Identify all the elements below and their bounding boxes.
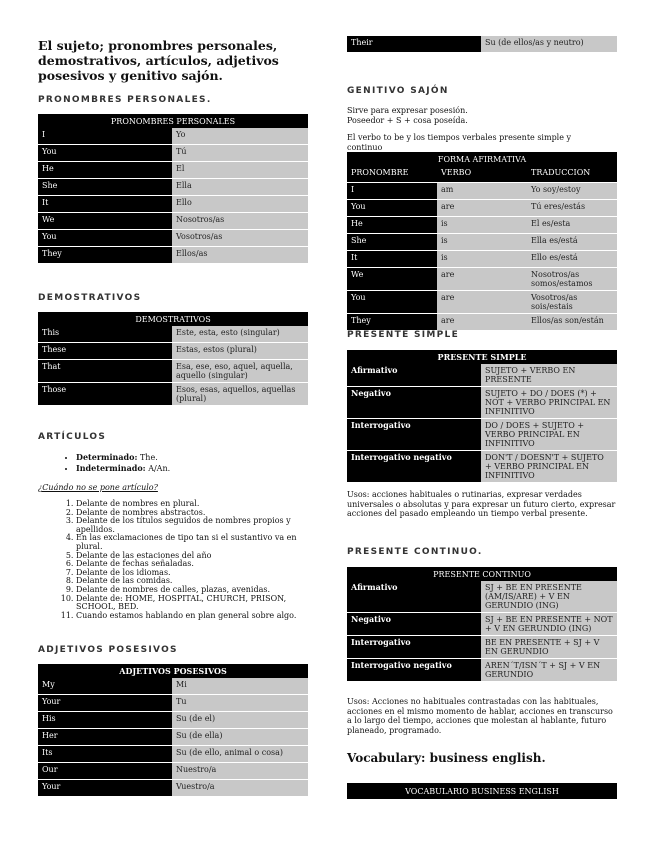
table-cell: Yo soy/estoy (527, 183, 617, 200)
section-heading-articulos: ARTÍCULOS (38, 432, 107, 442)
articulos-numbered-list (38, 500, 308, 620)
table-row (347, 234, 617, 251)
row-value: Esos, esas, aquellos, aquellas (plural) (172, 383, 308, 406)
row-key: Its (38, 746, 172, 763)
table-cell: am (437, 183, 527, 200)
table-cell: are (437, 291, 527, 314)
row-value: Este, esta, esto (singular) (172, 326, 308, 343)
table-row (38, 179, 308, 196)
table-cell: El es/esta (527, 217, 617, 234)
row-key: You (38, 145, 172, 162)
table-header: ADJETIVOS POSESIVOS (38, 664, 308, 678)
table-cell: are (437, 200, 527, 217)
row-key: Interrogativo negativo (347, 659, 481, 682)
table-row (347, 183, 617, 200)
row-value: SJ + BE EN PRESENTE (AM/IS/ARE) + V EN GERUNDIO (ING) (481, 581, 617, 613)
table-header: FORMA AFIRMATIVA (347, 152, 617, 166)
row-key: I (38, 128, 172, 145)
list-item: 10. Delante de: HOME, HOSPITAL, CHURCH, PRISON, SCHOOL, BED. (76, 595, 308, 612)
list-item: • Indeterminado: A/An. (76, 463, 170, 474)
genitivo-line-1: Sirve para expresar posesión. (347, 106, 468, 115)
genitivo-line-2: Poseedor + S + cosa poseída. (347, 116, 468, 125)
row-value: DO / DOES + SUJETO + VERBO PRINCIPAL EN INFINITIVO (481, 419, 617, 451)
table-row (38, 230, 308, 247)
table-row (347, 387, 617, 419)
table-cell: He (347, 217, 437, 234)
row-value: Yo (172, 128, 308, 145)
list-item: 5. Delante de las estaciones del año (76, 552, 308, 561)
table-row (347, 581, 617, 613)
row-key: Your (38, 695, 172, 712)
row-key: Negativo (347, 613, 481, 636)
row-value: Tu (172, 695, 308, 712)
list-item: 3. Delante de los títulos seguidos de nombres propios y apellidos. (76, 517, 308, 534)
table-header: PRONOMBRES PERSONALES (38, 114, 308, 128)
presente-continuo-table (347, 567, 617, 682)
table-row (38, 383, 308, 406)
row-key: Your (38, 780, 172, 797)
row-key: He (38, 162, 172, 179)
table-row (38, 695, 308, 712)
row-key: That (38, 360, 172, 383)
row-value: Ella (172, 179, 308, 196)
table-row (347, 659, 617, 682)
row-value: SJ + BE EN PRESENTE + NOT + V EN GERUNDIO (ING) (481, 613, 617, 636)
table-row (38, 247, 308, 264)
row-value: Tú (172, 145, 308, 162)
row-key: Her (38, 729, 172, 746)
section-heading-presente-simple: PRESENTE SIMPLE (347, 330, 460, 340)
row-key: Those (38, 383, 172, 406)
row-value: Estas, estos (plural) (172, 343, 308, 360)
table-row (38, 128, 308, 145)
row-key: It (38, 196, 172, 213)
table-row (347, 314, 617, 331)
table-cell: is (437, 251, 527, 268)
row-value: BE EN PRESENTE + SJ + V EN GERUNDIO (481, 636, 617, 659)
table-cell: is (437, 234, 527, 251)
table-row (38, 343, 308, 360)
table-cell: Nosotros/as somos/estamos (527, 268, 617, 291)
presente-continuo-usos: Usos: Acciones no habituales contrastadas con las habituales, acciones en el mismo momento de hablar, acciones en transcurso a lo largo del tiempo, acciones que molestan al hablante, futuro planeado, programado. (347, 697, 613, 735)
table-cell: You (347, 291, 437, 314)
table-row (38, 678, 308, 695)
posesivos-table (38, 664, 308, 797)
list-item: 6. Delante de fechas señaladas. (76, 560, 308, 569)
row-value: Ello (172, 196, 308, 213)
table-row (347, 217, 617, 234)
row-key: These (38, 343, 172, 360)
row-key: Interrogativo (347, 636, 481, 659)
table-row (38, 213, 308, 230)
table-cell: are (437, 268, 527, 291)
row-key: Afirmativo (347, 364, 481, 387)
row-value: SUJETO + DO / DOES (*) + NOT + VERBO PRINCIPAL EN INFINITIVO (481, 387, 617, 419)
table-cell: Ellos/as son/están (527, 314, 617, 331)
row-key: We (38, 213, 172, 230)
table-cell: They (347, 314, 437, 331)
table-cell: You (347, 200, 437, 217)
row-value: Ellos/as (172, 247, 308, 264)
demostrativos-table (38, 312, 308, 406)
row-key: Interrogativo negativo (347, 451, 481, 483)
table-row (347, 451, 617, 483)
list-item: 11. Cuando estamos hablando en plan general sobre algo. (76, 612, 308, 621)
table-header: PRESENTE CONTINUO (347, 567, 617, 581)
table-row (347, 200, 617, 217)
list-item: 7. Delante de los idiomas. (76, 569, 308, 578)
vocabulary-heading: Vocabulary: business english. (347, 751, 546, 765)
table-cell: Ello es/está (527, 251, 617, 268)
row-value: Vosotros/as (172, 230, 308, 247)
row-key: Negativo (347, 387, 481, 419)
table-cell: is (437, 217, 527, 234)
row-key: His (38, 712, 172, 729)
row-key: You (38, 230, 172, 247)
genitivo-line-3: El verbo to be y los tiempos verbales presente simple y continuo (347, 133, 572, 152)
table-row (38, 360, 308, 383)
table-row: Their Su (de ellos/as y neutro) (347, 36, 617, 53)
section-heading-presente-continuo: PRESENTE CONTINUO. (347, 547, 483, 557)
row-value: DON'T / DOESN'T + SUJETO + VERBO PRINCIPAL EN INFINITIVO (481, 451, 617, 483)
row-value: Nuestro/a (172, 763, 308, 780)
row-key: Interrogativo (347, 419, 481, 451)
table-cell: We (347, 268, 437, 291)
section-heading-demostrativos: DEMOSTRATIVOS (38, 293, 142, 303)
table-row (347, 419, 617, 451)
row-key: My (38, 678, 172, 695)
table-row (347, 268, 617, 291)
vocabulary-table (347, 783, 617, 799)
table-cell: It (347, 251, 437, 268)
section-heading-genitivo: GENITIVO SAJÓN (347, 86, 449, 96)
table-row (38, 145, 308, 162)
table-row (38, 162, 308, 179)
list-item: 1. Delante de nombres en plural. (76, 500, 308, 509)
list-item: 4. En las exclamaciones de tipo tan si el sustantivo va en plural. (76, 534, 308, 551)
table-header: DEMOSTRATIVOS (38, 312, 308, 326)
table-row (347, 613, 617, 636)
table-row (347, 364, 617, 387)
table-row (38, 196, 308, 213)
articulos-list (38, 452, 170, 474)
presente-simple-usos: Usos: acciones habituales o rutinarias, expresar verdades universales o absolutas y para expresar un futuro cierto, expresar acciones del pasado empleando un tiempo verbal presente. (347, 490, 616, 518)
row-value: Su (de el) (172, 712, 308, 729)
row-key: They (38, 247, 172, 264)
row-value: Esa, ese, eso, aquel, aquella, aquello (singular) (172, 360, 308, 383)
document-title: El sujeto; pronombres personales, demostrativos, artículos, adjetivos posesivos y genitivo sajón. (38, 38, 279, 83)
row-value: Vuestro/a (172, 780, 308, 797)
table-row (38, 746, 308, 763)
table-header: PRESENTE SIMPLE (347, 350, 617, 364)
row-value: Nosotros/as (172, 213, 308, 230)
row-value: Su (de ella) (172, 729, 308, 746)
row-value: El (172, 162, 308, 179)
row-key: Afirmativo (347, 581, 481, 613)
list-item: 8. Delante de las comidas. (76, 577, 308, 586)
list-item: 9. Delante de nombres de calles, plazas, avenidas. (76, 586, 308, 595)
row-value: AREN´T/ISN´T + SJ + V EN GERUNDIO (481, 659, 617, 682)
table-cell: Tú eres/estás (527, 200, 617, 217)
presente-simple-table (347, 350, 617, 483)
row-key: Our (38, 763, 172, 780)
table-row (347, 291, 617, 314)
list-item: • Determinado: The. (76, 452, 170, 463)
table-row (38, 326, 308, 343)
table-row (38, 729, 308, 746)
row-value: Mi (172, 678, 308, 695)
section-heading-pronombres: PRONOMBRES PERSONALES. (38, 95, 212, 105)
table-row (347, 251, 617, 268)
list-item: 2. Delante de nombres abstractos. (76, 509, 308, 518)
table-cell: She (347, 234, 437, 251)
table-cell: Vosotros/as sois/estais (527, 291, 617, 314)
table-row (38, 763, 308, 780)
row-key: She (38, 179, 172, 196)
section-heading-posesivos: ADJETIVOS POSESIVOS (38, 645, 178, 655)
row-value: Su (de ello, animal o cosa) (172, 746, 308, 763)
row-value: SUJETO + VERBO EN PRESENTE (481, 364, 617, 387)
row-key: This (38, 326, 172, 343)
forma-afirmativa-table (347, 152, 617, 331)
table-column-headers: PRONOMBRE VERBO TRADUCCION (347, 166, 617, 183)
posesivos-table-continued (347, 36, 617, 53)
table-row (347, 636, 617, 659)
pronombres-table (38, 114, 308, 264)
table-cell: I (347, 183, 437, 200)
table-row (38, 780, 308, 797)
table-cell: Ella es/está (527, 234, 617, 251)
table-row (38, 712, 308, 729)
table-header: VOCABULARIO BUSINESS ENGLISH (347, 783, 617, 799)
articulos-question: ¿Cuándo no se pone artículo? (38, 483, 158, 492)
table-cell: are (437, 314, 527, 331)
